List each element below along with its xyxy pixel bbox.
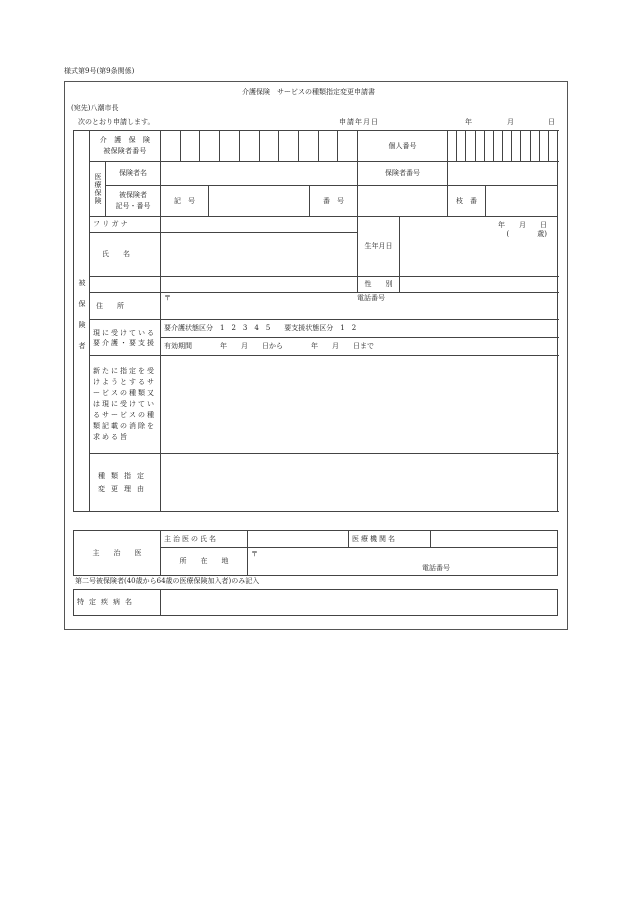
insurer-name-field[interactable] [161, 162, 358, 186]
care-level-label: 現に受けている要介護・要支援 [90, 320, 161, 356]
name-label: 氏 名 [90, 233, 161, 277]
physician-phone-label: 電話番号 [422, 564, 450, 572]
symbol-field[interactable] [209, 186, 310, 217]
sex-label: 性 別 [358, 277, 400, 293]
insured-side-label: 被保険者 [74, 131, 90, 512]
application-date-label: 申請年月日 [339, 118, 379, 126]
number-label: 番 号 [310, 186, 358, 217]
location-field[interactable] [248, 548, 558, 576]
form-title: 介護保険 サービスの種類指定変更申請書 [242, 88, 375, 96]
requested-services-label: 新たに指定を受けようとするサービスの種類又は現に受けているサービスの種類記載の消除を求める旨 [90, 356, 161, 454]
second-insured-note: 第二号被保険者(40歳から64歳の医療保険加入者)のみ記入 [75, 577, 260, 585]
medical-insurance-label: 医療保険 [90, 162, 106, 217]
location-label: 所 在 地 [161, 548, 248, 576]
address-label: 住 所 [90, 293, 161, 320]
furigana-label: フ リ ガ ナ [90, 217, 161, 233]
institution-label: 医療機関名 [349, 531, 431, 548]
care-levels[interactable]: 要介護状態区分 1 2 3 4 5 要支援状態区分 1 2 [161, 320, 558, 338]
name-field-spacer [161, 277, 358, 293]
physician-label: 主 治 医 [74, 531, 161, 576]
personal-number-label: 個人番号 [358, 131, 448, 162]
physician-name-label: 主治医の氏名 [161, 531, 248, 548]
disease-field[interactable] [161, 590, 558, 616]
disease-label: 特定疾病名 [74, 590, 161, 616]
addressee: (宛先)八潮市長 [71, 104, 119, 112]
reason-field[interactable] [161, 454, 558, 512]
application-date-month[interactable]: 月 [507, 118, 514, 126]
physician-name-field[interactable] [248, 531, 349, 548]
branch-label: 枝 番 [448, 186, 486, 217]
requested-services-field[interactable] [161, 356, 558, 454]
birthdate-ymd: 年 月 日 [498, 221, 548, 229]
furigana-field[interactable] [161, 217, 358, 233]
physician-postal-mark: 〒 [251, 550, 258, 558]
postal-mark: 〒 [164, 294, 171, 302]
insurance-number-boxes[interactable] [161, 131, 358, 162]
intro-text: 次のとおり申請します。 [78, 118, 155, 126]
name-label-spacer [90, 277, 161, 293]
application-date-day[interactable]: 日 [548, 118, 555, 126]
card-label: 被保険者 記号・番号 [106, 186, 161, 217]
name-field[interactable] [161, 233, 358, 277]
phone-label: 電話番号 [357, 294, 385, 302]
disease-table [73, 589, 558, 616]
insurer-number-field[interactable] [448, 162, 558, 186]
personal-number-boxes[interactable] [448, 131, 558, 162]
insured-table [73, 130, 558, 512]
insurer-number-label: 保険者番号 [358, 162, 448, 186]
address-field[interactable] [161, 293, 558, 320]
reason-label: 種類指定変更理由 [90, 454, 161, 512]
symbol-label: 記 号 [161, 186, 209, 217]
birthdate-field[interactable] [400, 217, 558, 277]
form-number: 様式第9号(第9条関係) [64, 67, 135, 75]
sex-field[interactable] [400, 277, 558, 293]
age-field: ( 歳) [506, 230, 548, 238]
insurer-name-label: 保険者名 [106, 162, 161, 186]
insurance-number-label: 介 護 保 険 被保険者番号 [90, 131, 161, 162]
birthdate-label: 生年月日 [358, 217, 400, 277]
application-date-year[interactable]: 年 [465, 118, 472, 126]
number-field[interactable] [358, 186, 448, 217]
physician-table [73, 530, 558, 576]
validity-period[interactable]: 有効期間 年 月 日から 年 月 日まで [161, 338, 558, 356]
branch-field[interactable] [486, 186, 558, 217]
institution-field[interactable] [431, 531, 558, 548]
